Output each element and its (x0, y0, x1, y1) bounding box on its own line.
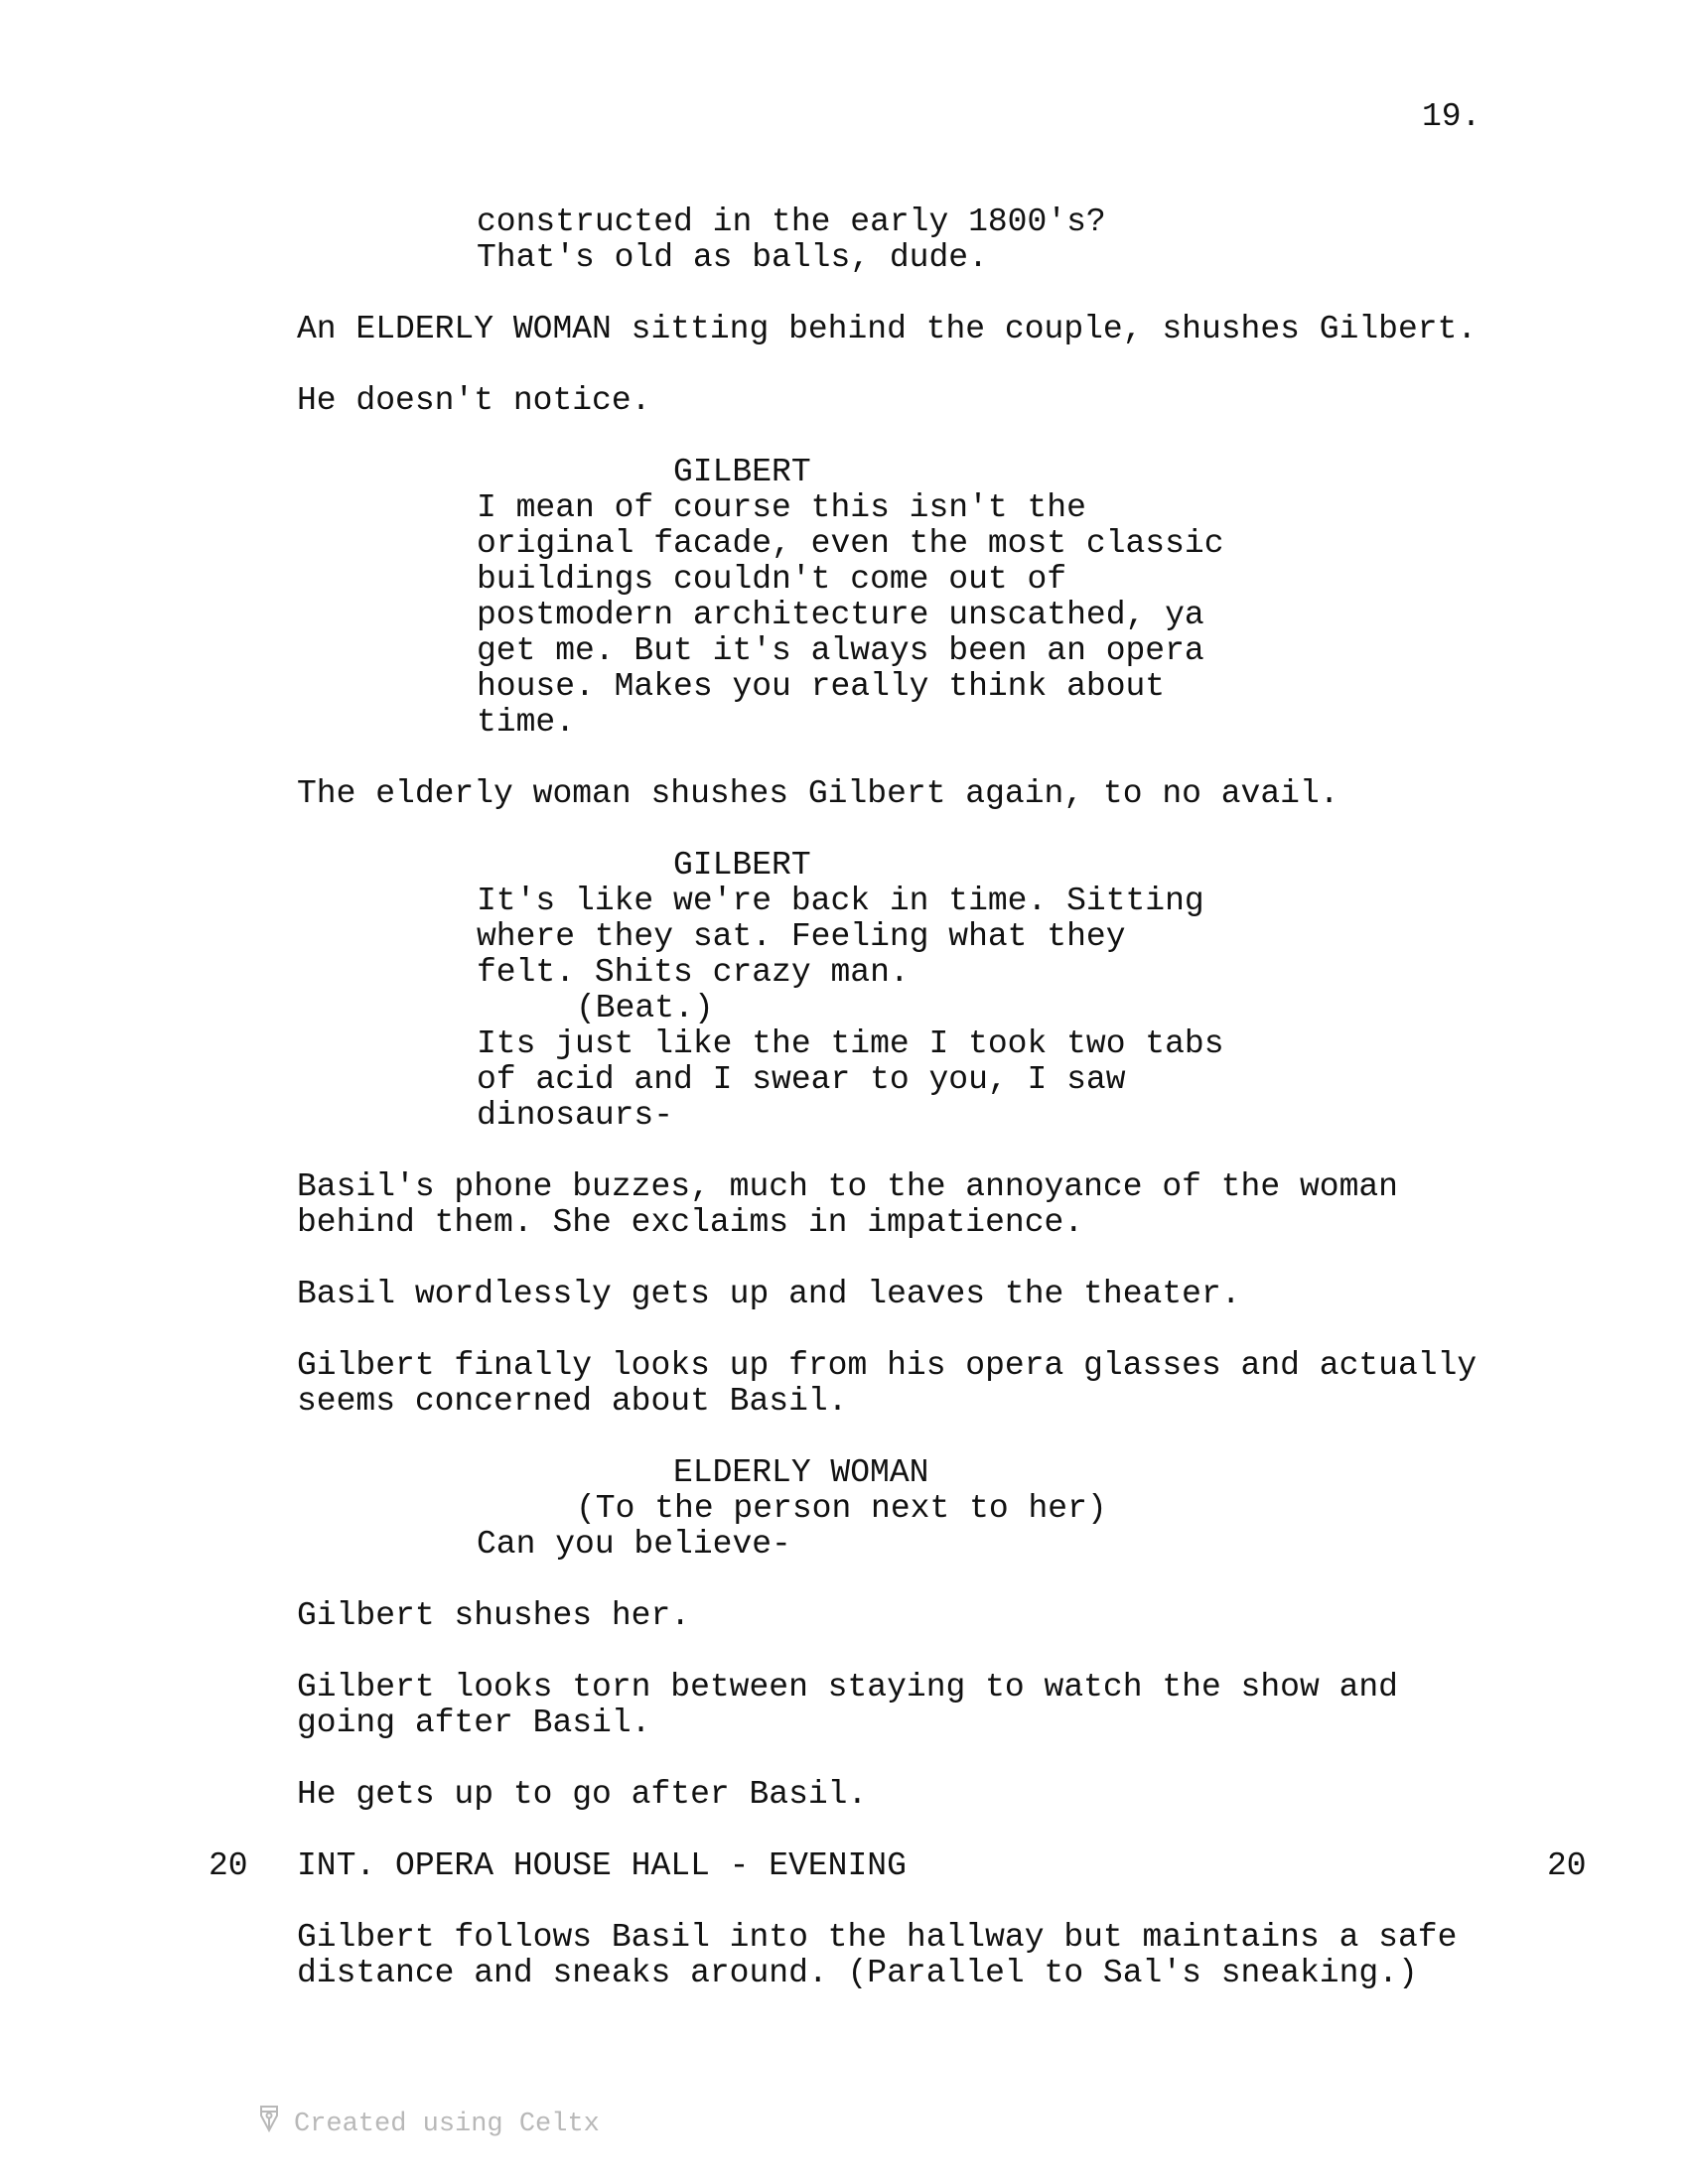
action-line: He doesn't notice. (297, 382, 651, 419)
dialogue-line: original facade, even the most classic (477, 525, 1224, 562)
dialogue-line: buildings couldn't come out of (477, 561, 1067, 598)
action-line: Gilbert shushes her. (297, 1597, 691, 1634)
scene-heading: INT. OPERA HOUSE HALL - EVENING (297, 1847, 907, 1884)
action-line: Gilbert follows Basil into the hallway but maintains a safe (297, 1919, 1458, 1956)
action-line: Gilbert looks torn between staying to watch the show and (297, 1669, 1398, 1706)
action-line: seems concerned about Basil. (297, 1383, 848, 1420)
footer-text: Created using Celtx (294, 2109, 600, 2139)
action-line: Basil wordlessly gets up and leaves the theater. (297, 1276, 1241, 1312)
dialogue-line: I mean of course this isn't the (477, 489, 1086, 526)
action-line: behind them. She exclaims in impatience. (297, 1204, 1084, 1241)
character-name: GILBERT (673, 454, 811, 490)
dialogue-line: get me. But it's always been an opera (477, 632, 1204, 669)
dialogue-line: time. (477, 704, 576, 741)
dialogue-line: It's like we're back in time. Sitting (477, 883, 1204, 919)
action-line: The elderly woman shushes Gilbert again, to no avail. (297, 775, 1339, 812)
footer-watermark (256, 2104, 600, 2144)
celtx-pen-nib-icon (256, 2104, 282, 2144)
character-name: GILBERT (673, 847, 811, 884)
dialogue-line: where they sat. Feeling what they (477, 918, 1126, 955)
scene-number-left: 20 (209, 1847, 248, 1884)
dialogue-line: house. Makes you really think about (477, 668, 1166, 705)
dialogue-line: dinosaurs- (477, 1097, 674, 1134)
action-line: Gilbert finally looks up from his opera glasses and actually (297, 1347, 1477, 1384)
action-line: An ELDERLY WOMAN sitting behind the couple, shushes Gilbert. (297, 311, 1477, 347)
action-line: distance and sneaks around. (Parallel to Sal's sneaking.) (297, 1955, 1418, 1991)
scene-number-right: 20 (1547, 1847, 1587, 1884)
page-number: 19. (1422, 98, 1481, 135)
dialogue-line: constructed in the early 1800's? (477, 204, 1106, 240)
parenthetical: (Beat.) (576, 990, 714, 1026)
dialogue-line: Can you believe- (477, 1526, 791, 1563)
action-line: going after Basil. (297, 1705, 651, 1741)
action-line: He gets up to go after Basil. (297, 1776, 868, 1813)
parenthetical: (To the person next to her) (576, 1490, 1107, 1527)
dialogue-line: That's old as balls, dude. (477, 239, 988, 276)
character-name: ELDERLY WOMAN (673, 1454, 929, 1491)
dialogue-line: Its just like the time I took two tabs (477, 1025, 1224, 1062)
dialogue-line: postmodern architecture unscathed, ya (477, 597, 1204, 633)
dialogue-line: of acid and I swear to you, I saw (477, 1061, 1126, 1098)
action-line: Basil's phone buzzes, much to the annoyance of the woman (297, 1168, 1398, 1205)
dialogue-line: felt. Shits crazy man. (477, 954, 910, 991)
